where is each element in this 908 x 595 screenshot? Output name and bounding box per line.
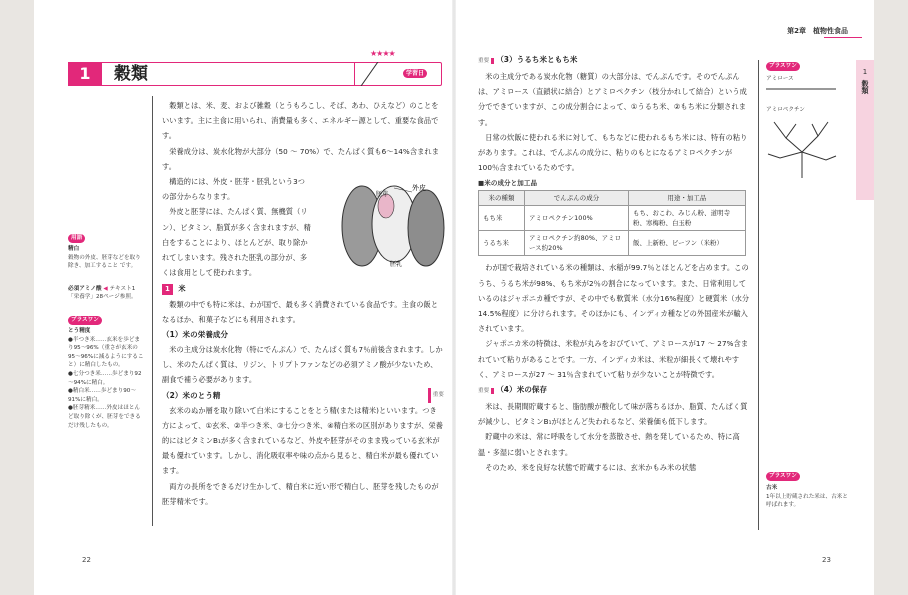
term-title: 精白	[68, 246, 80, 252]
plus-item: ●精白米……歩どまり90～91%に精白。	[68, 388, 136, 403]
intro-paragraph: 外皮と胚芽には、たんぱく質、無機質（リン）、ビタミン、脂質が多く含まれますが、精白をすることにより、ほとんどが、取り除かれてしまいます。残された胚乳の部分が、多くは食用として使われます。	[162, 207, 311, 278]
important-badge: 重要	[428, 388, 444, 403]
plus-badge: プラスワン	[766, 62, 848, 71]
heading-rice-types: 重要 （3）うるち米ともち米	[478, 55, 578, 64]
cell-comp: アミロペクチン約80%、アミロース約20%	[525, 231, 629, 256]
polishing-text-2: 両方の長所をできるだけ生かして、精白米に近い形で精白し、胚芽を残したものが胚芽精米です。	[162, 481, 439, 506]
cell-use: 飯、上新粉、ビーフン（米粉）	[629, 231, 746, 256]
col-header-use: 用途・加工品	[629, 191, 746, 206]
plus-badge-2: プラスワン	[766, 472, 848, 481]
storage-text-2: 貯蔵中の米は、常に呼吸をして水分を蒸散させ、熱を発しているため、特に高温・多湿に弱いとされます。	[478, 432, 740, 457]
amylopectin-branch-diagram	[766, 118, 838, 180]
arrow-left-icon: ◀	[103, 285, 108, 292]
term-badge: 用語	[68, 234, 144, 243]
storage-text: 米は、長期間貯蔵すると、脂肪酸が酸化して味が落ちるほか、脂質、たんぱく質が減少し、ビタミンB₁がほとんど失われるなど、栄養価も低下します。	[478, 402, 748, 427]
amino-note	[68, 285, 144, 302]
plus2-title: 古米	[766, 485, 778, 491]
left-page	[34, 0, 454, 595]
column-rule	[758, 60, 759, 530]
book-spread	[34, 0, 874, 595]
table-row	[479, 206, 746, 231]
page-number-right: 23	[822, 556, 831, 564]
study-date-box[interactable]	[354, 62, 442, 86]
heading-storage: 重要 （4）米の保存	[478, 385, 548, 395]
col-header-type: 米の種類	[479, 191, 525, 206]
cell-type: うるち米	[479, 231, 525, 256]
study-date-slash	[360, 62, 379, 86]
label-outer: 外皮	[412, 184, 426, 192]
right-main-text	[478, 52, 750, 475]
grain-structure-illustration	[334, 178, 446, 270]
left-main-text	[162, 98, 444, 509]
rice-number: 1	[162, 284, 173, 295]
cell-type: もち米	[479, 206, 525, 231]
amino-title: 必須アミノ酸	[68, 285, 102, 292]
table-title: ■米の成分と加工品	[478, 179, 538, 188]
japonica-text: ジャポニカ米の特徴は、米粒が丸みをおびていて、アミロースが17 ～ 27%含まれていて粘りがあることです。一方、インディカ米は、米粒が細長くて壊れやすく、アミロースが27 ～ 31％含まれていて粘りが少ないことが特徴です。	[478, 339, 749, 379]
rice-types-text: 米の主成分である炭水化物（糖質）の大部分は、でんぷんです。そのでんぷんは、アミロース（直鎖状に結合）とアミロペクチン（枝分かれして結合）という成分でできていますが、この成分割合によって、①うるち米、②もち米に分類されます。	[478, 72, 747, 127]
term-text: 穀物の外皮、胚芽などを取り除き、加工すること です。	[68, 254, 141, 270]
grain-right-half	[408, 190, 444, 266]
amylose-label: アミロース	[766, 76, 794, 82]
right-sidebar	[766, 62, 848, 509]
table-header-row	[479, 191, 746, 206]
label-endosperm: 胚乳	[390, 261, 403, 268]
right-page	[454, 0, 874, 595]
tab-number: 1	[862, 68, 868, 76]
section-number: 1	[68, 62, 102, 86]
plus-note-old-rice	[766, 472, 848, 510]
rice-heading	[162, 281, 444, 296]
rice-title: 米	[178, 284, 186, 294]
rice-composition-table	[478, 190, 746, 256]
rice-varieties-text: わが国で栽培されている米の種類は、水稲が99.7％とほとんどを占めます。このうち、うるち米が98%、もち米が2％の割合になっています。また、日常利用しているのはジャポニカ種ですが、その中でも軟質米（水分16%程度）と硬質米（水分14.5%程度）に分けられます。そのほかにも、インディカ種などの外国産米が輸入されています。	[478, 263, 750, 334]
rice-types-text-2: 日常の炊飯に使われる米に対して、もちなどに使われるもち米には、特有の粘りがあります。これは、でんぷんの成分に、粘りのもとになるアミロペクチンが100％含まれているためです。	[478, 132, 748, 173]
important-badge: 重要	[478, 58, 494, 64]
plus-item: ●半つき米……玄米を歩どまり95～96%（重さが玄米の95～96%に減るようにすること）に精白したもの。	[68, 336, 144, 369]
cell-use: もち、おこわ、みじん粉、道明寺粉、寒梅粉、白玉粉	[629, 206, 746, 231]
page-number-left: 22	[82, 556, 91, 564]
chapter-side-tab[interactable]	[856, 60, 874, 200]
plus2-text: 1年以上貯蔵された米は、古米と呼ばれます。	[766, 493, 848, 509]
label-germ: 胚芽	[376, 191, 389, 198]
section-title: 穀類	[114, 64, 148, 84]
left-sidebar	[68, 234, 144, 430]
rice-text: 穀類の中でも特に米は、わが国で、最も多く消費されている食品です。主食の飯となるほか、和菓子などにも利用されます。	[162, 299, 439, 324]
chapter-header: 第2章 植物性食品	[787, 27, 848, 35]
plus-title: とう精度	[68, 327, 91, 334]
plus-item: ●胚芽精米……外皮はほとんど取り除くが、胚芽をできるだけ残したもの。	[68, 405, 141, 429]
tab-label: 穀類	[861, 80, 869, 94]
intro-paragraph: 栄養成分は、炭水化物が大部分（50 ～ 70%）で、たんぱく質も6～14%含まれます。	[162, 146, 440, 171]
importance-stars: ★★★★	[370, 49, 395, 58]
storage-text-3: そのため、米を良好な状態で貯蔵するには、玄米かもみ米の状態	[485, 462, 697, 472]
plus-item: ●七分つき米……歩どまり92～94%に精白。	[68, 370, 142, 386]
amylose-chain-diagram	[766, 86, 836, 92]
nutrition-text: 米の主成分は炭水化物（特にでんぷん）で、たんぱく質も7％前後含まれます。しかし、米のたんぱく質は、リジン、トリプトファンなどの必須アミノ酸が少ないため、副食で補う必要があります。	[162, 345, 443, 385]
col-header-comp: でんぷんの成分	[525, 191, 629, 206]
chapter-header-rule	[824, 37, 862, 38]
table-row	[479, 231, 746, 256]
intro-paragraph: 構造的には、外皮・胚芽・胚乳という3つの部分からなります。	[162, 177, 306, 202]
column-rule	[152, 96, 153, 526]
heading-nutrition: （1）米の栄養成分	[162, 330, 229, 340]
cell-comp: アミロペクチン100%	[525, 206, 629, 231]
heading-polishing: （2）米のとう精 重要	[162, 388, 444, 403]
amylopectin-label: アミロペクチン	[766, 106, 805, 113]
intro-paragraph: 穀類とは、米、麦、および雑穀（とうもろこし、そば、あわ、ひえなど）のことをいいます。主に主食に用いられ、消費量も多く、エネルギー源として、重要な食品です。	[162, 101, 439, 141]
important-badge: 重要	[478, 388, 494, 394]
amino-ref: テキスト1「栄養学」28ページ参照。	[68, 285, 137, 301]
plus-badge: プラスワン	[68, 316, 144, 325]
polishing-text: 玄米のぬか層を取り除いて白米にすることをとう精(または精米)といいます。つき方によって、①玄米、②半つき米、③七分つき米、④精白米の区別がありますが、栄養的にはビタミンB₁が多く含まれているなど、外皮や胚芽がそのまま残っている玄米が最も優れています。しかし、消化吸収率や味の点から見ると、精白米が最も優れています。	[162, 405, 444, 476]
study-date-label: 学習日	[403, 69, 427, 78]
